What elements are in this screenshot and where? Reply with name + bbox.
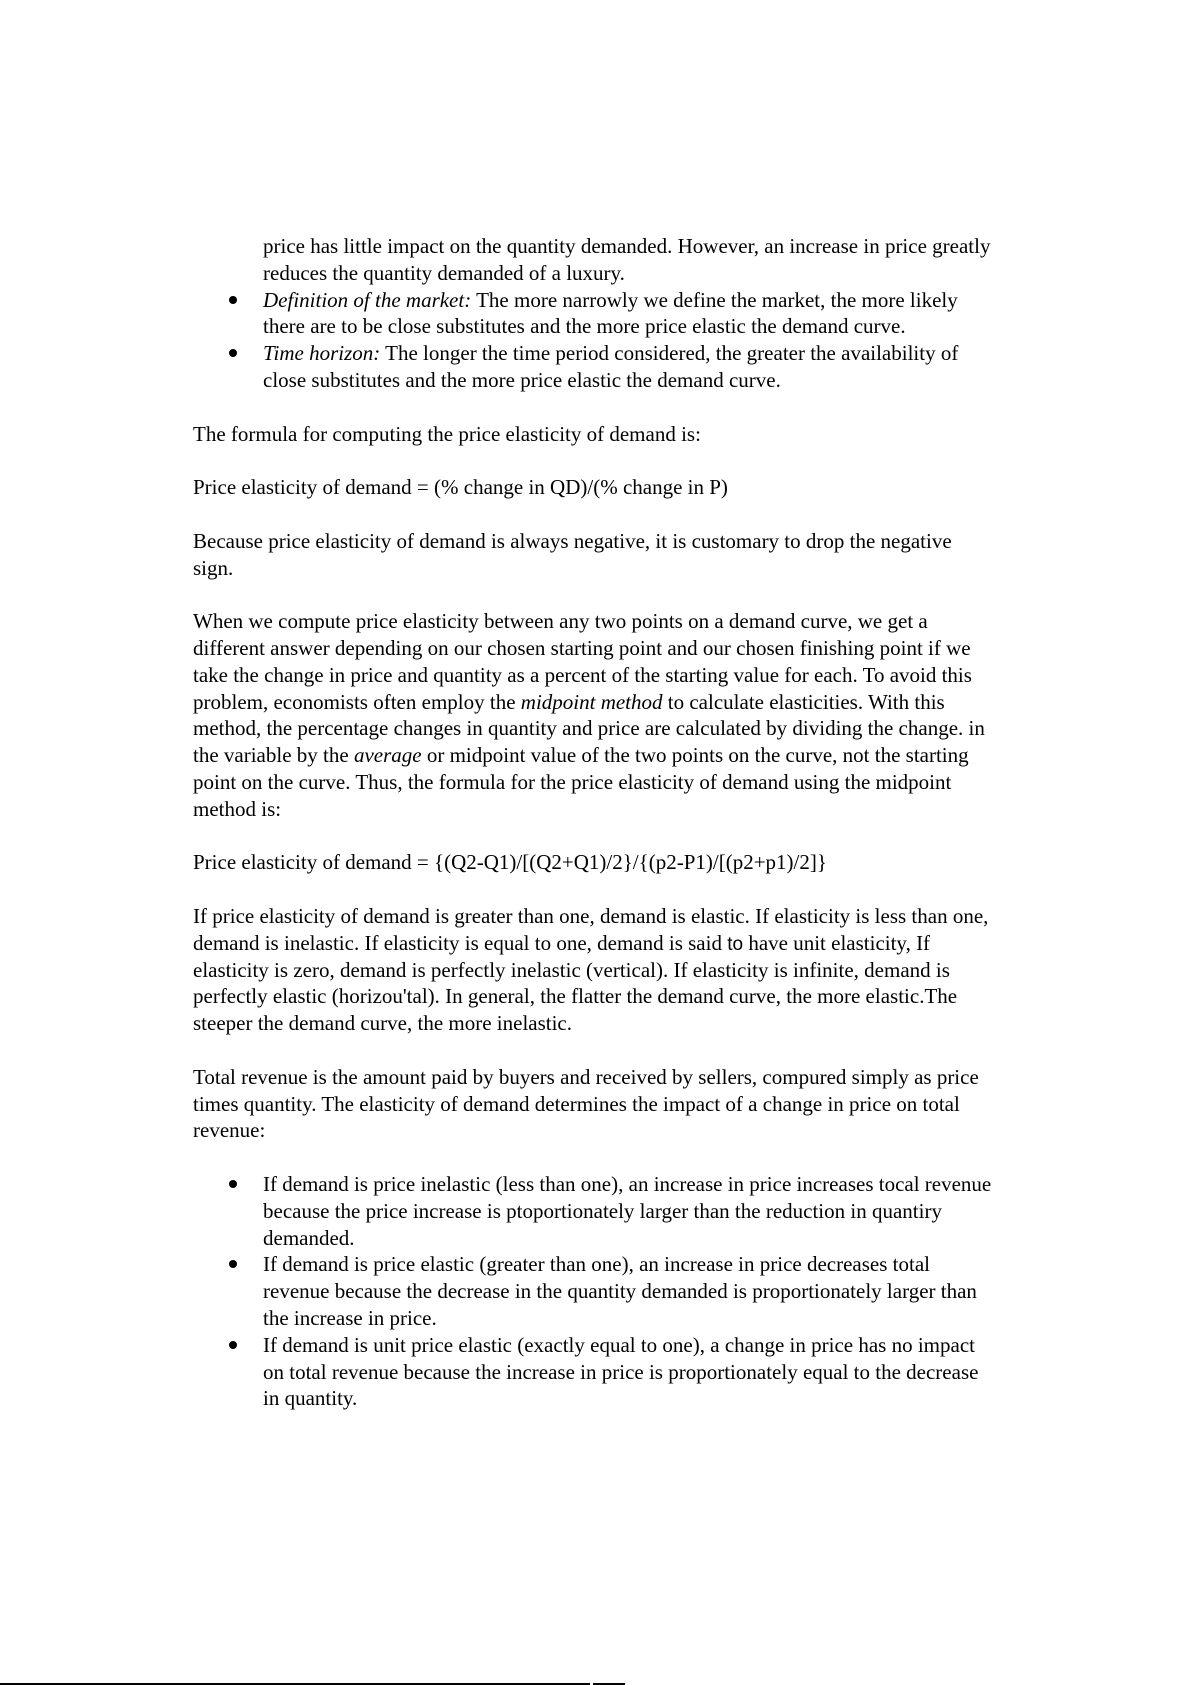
text-segment: demanded. [263,1225,355,1250]
text-segment: revenue: [193,1118,266,1143]
bullet-text-line [263,1225,355,1251]
text-segment: have unit elasticity, If [743,930,931,955]
paragraph-line [193,689,945,715]
bullet-text-line [263,1171,991,1197]
text-segment: method is: [193,796,282,821]
paragraph-line [263,233,990,259]
text-segment: If demand is price inelastic (less than one), an increase in price increases tocal revenue [263,1172,992,1196]
paragraph-line [263,260,625,286]
bullet-icon [229,1180,237,1188]
paragraph-line [193,903,988,929]
text-segment: steeper the demand curve, the more inelastic. [193,1011,573,1036]
text-segment: take the change in price and quantity as a percent of the starting value for each. To avoid this [193,662,972,687]
paragraph-line [193,528,952,554]
paragraph-line [193,635,971,661]
paragraph-line [193,1010,572,1036]
paragraph-line [193,421,701,447]
paragraph-line [193,1091,960,1117]
text-segment: point on the curve. Thus, the formula for the price elasticity of demand using the midpoint [193,770,952,794]
bullet-text-line [263,313,906,339]
text-segment: times quantity. The elasticity of demand determines the impact of a change in price on total [193,1091,960,1116]
bullet-icon [229,1260,237,1268]
paragraph-line [193,930,930,958]
text-segment: elasticity is zero, demand is perfectly inelastic (vertical). If elasticity is infinite, demand is [193,957,950,982]
paragraph-line [193,742,969,768]
bullet-text-line [263,1332,975,1358]
text-segment: Because price elasticity of demand is always negative, it is customary to drop the negative [193,528,952,553]
text-segment: there are to be close substitutes and the more price elastic the demand curve. [263,314,906,339]
bullet-text-line [263,1198,942,1224]
text-segment: revenue because the decrease in the quantity demanded is proportionately larger than [263,1279,977,1304]
text-segment: the variable by the [193,743,354,768]
text-segment: on total revenue because the increase in price is proportionately equal to the decrease [263,1359,979,1384]
italic-text: midpoint method [520,689,663,714]
paragraph-line [193,1064,979,1090]
paragraph-line [193,715,985,741]
text-segment: The formula for computing the price elasticity of demand is: [193,421,701,446]
bullet-text-line [263,1305,437,1331]
text-segment: If demand is price elastic (greater than one), an increase in price decreases total [263,1252,930,1277]
bullet-text-line [263,287,958,313]
bullet-text-line [263,1359,978,1385]
text-segment: method, the percentage changes in quantity and price are calculated by dividing the change. in [193,716,985,741]
text-segment: When we compute price elasticity between any two points on a demand curve, we get a [193,609,928,634]
italic-text: Definition of the market: [263,287,472,312]
paragraph-line [193,796,281,822]
text-segment: sign. [193,555,234,580]
bullet-text-line [263,367,781,393]
paragraph-line [193,555,233,581]
italic-text: average [353,743,422,768]
bullet-text-line [263,1278,977,1304]
paragraph-line [193,849,827,875]
paragraph-line [193,608,928,634]
italic-text: Time horizon: [263,341,381,366]
paragraph-line [193,474,728,500]
paragraph-line [193,662,972,688]
text-segment: perfectly elastic (horizou'tal). In general, the flatter the demand curve, the more elastic.The [193,984,958,1009]
paragraph-line [193,983,957,1009]
text-segment: to [727,933,744,955]
text-segment: Price elasticity of demand = (% change in QD)/(% change in P) [193,475,728,500]
text-segment: problem, economists often employ the [193,689,521,714]
text-segment: demand is inelastic. If elasticity is equal to one, demand is said [193,930,728,955]
bullet-text-line [263,1385,357,1411]
bullet-icon [229,349,237,357]
text-segment: to calculate elasticities. With this [662,689,945,714]
text-segment: Total revenue is the amount paid by buyers and received by sellers, compured simply as price [193,1064,979,1089]
paragraph-line [193,769,951,795]
text-segment: the increase in price. [263,1306,437,1330]
text-segment: or midpoint value of the two points on the curve, not the starting [421,743,969,768]
text-segment: Price elasticity of demand = {(Q2-Q1)/[(Q2+Q1)/2}/{(p2-P1)/[(p2+p1)/2]} [193,850,827,875]
text-segment: price has little impact on the quantity demanded. However, an increase in price greatly [263,234,991,258]
text-segment: If price elasticity of demand is greater than one, demand is elastic. If elasticity is less than one, [193,904,989,928]
bullet-icon [229,296,237,304]
text-segment: The more narrowly we define the market, the more likely [471,287,958,312]
paragraph-line [193,1117,265,1143]
bullet-icon [229,1341,237,1349]
text-segment: The longer the time period considered, the greater the availability of [380,341,959,366]
bullet-text-line [263,340,958,366]
bullet-text-line [263,1251,930,1277]
text-segment: close substitutes and the more price elastic the demand curve. [263,368,781,392]
text-segment: reduces the quantity demanded of a luxury. [263,260,625,285]
text-segment: because the price increase is ptoportionately larger than the reduction in quantiry [263,1198,942,1223]
text-segment: different answer depending on our chosen starting point and our chosen finishing point if we [193,636,971,660]
text-segment: If demand is unit price elastic (exactly equal to one), a change in price has no impact [263,1332,975,1357]
paragraph-line [193,957,950,983]
text-segment: in quantity. [263,1386,358,1411]
